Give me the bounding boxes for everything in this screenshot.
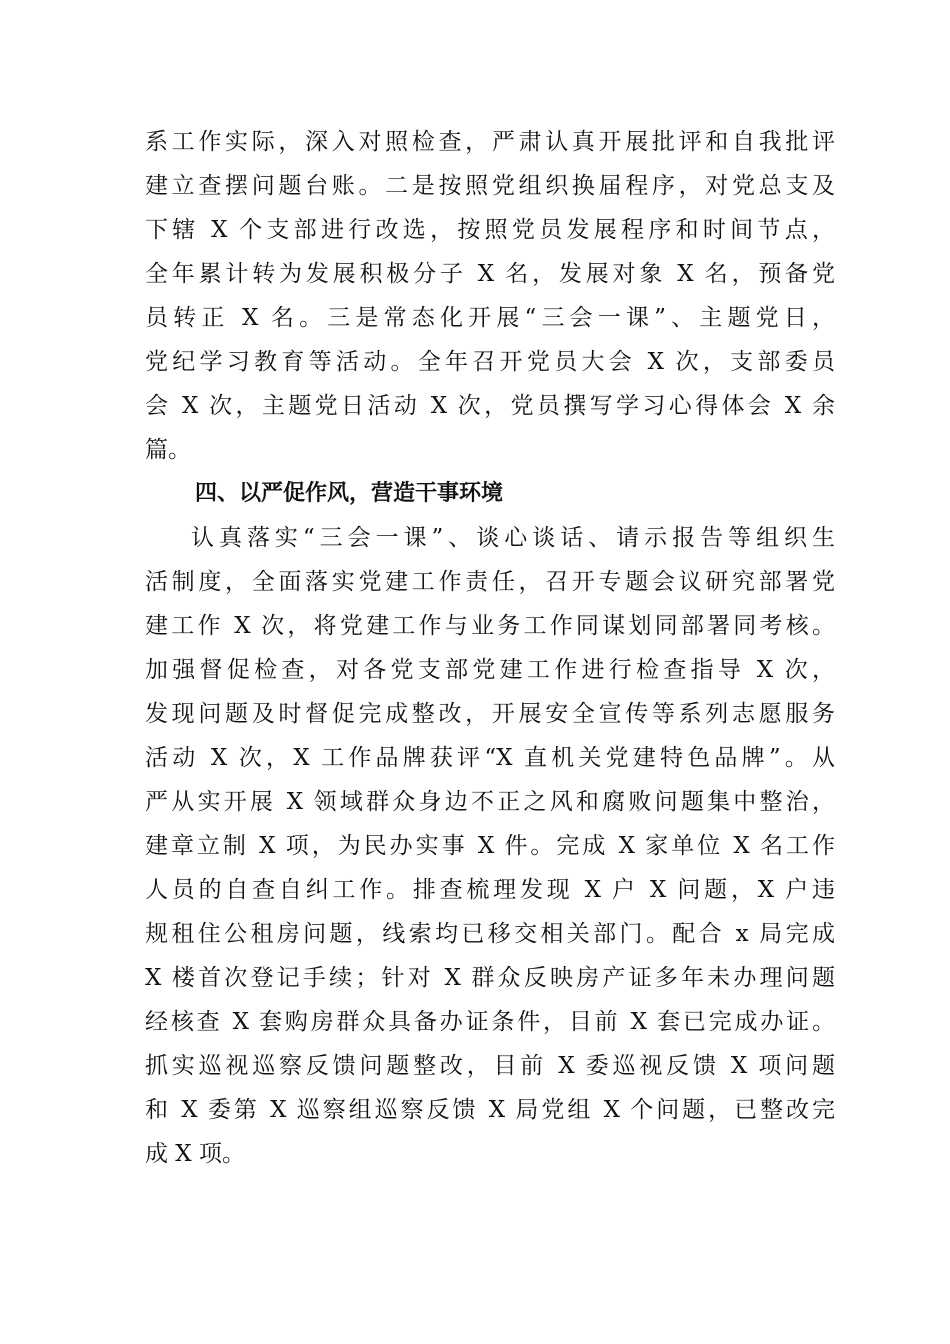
text-line: 活制度，全面落实党建工作责任，召开专题会议研究部署党 xyxy=(145,569,835,595)
text-line: 下辖 X 个支部进行改选，按照党员发展程序和时间节点， xyxy=(145,217,835,243)
text-line: 规租住公租房问题，线索均已移交相关部门。配合 x 局完成 xyxy=(145,921,835,947)
text-line: 建章立制 X 项，为民办实事 X 件。完成 X 家单位 X 名工作 xyxy=(145,833,835,859)
text-line: 篇。 xyxy=(145,437,191,463)
text-line: 建立查摆问题台账。二是按照党组织换届程序，对党总支及 xyxy=(145,173,835,199)
text-line: 经核查 X 套购房群众具备办证条件，目前 X 套已完成办证。 xyxy=(145,1009,835,1035)
document-body xyxy=(145,120,835,1176)
text-line: 发现问题及时督促完成整改，开展安全宣传等系列志愿服务 xyxy=(145,701,835,727)
text-line: 加强督促检查，对各党支部党建工作进行检查指导 X 次， xyxy=(145,657,835,683)
text-line: 认真落实“三会一课”、谈心谈话、请示报告等组织生 xyxy=(191,525,835,551)
text-line: 成 X 项。 xyxy=(145,1141,245,1167)
section-heading: 四、以严促作风，营造干事环境 xyxy=(195,481,504,506)
text-line: 抓实巡视巡察反馈问题整改，目前 X 委巡视反馈 X 项问题 xyxy=(145,1053,835,1079)
text-line: X 楼首次登记手续；针对 X 群众反映房产证多年未办理问题 xyxy=(145,965,835,991)
paragraph-2 xyxy=(145,516,835,1176)
text-line: 建工作 X 次，将党建工作与业务工作同谋划同部署同考核。 xyxy=(145,613,835,639)
text-line: 严从实开展 X 领域群众身边不正之风和腐败问题集中整治， xyxy=(145,789,835,815)
paragraph-1 xyxy=(145,120,835,472)
text-line: 全年累计转为发展积极分子 X 名，发展对象 X 名，预备党 xyxy=(145,261,835,287)
text-line: 会 X 次，主题党日活动 X 次，党员撰写学习心得体会 X 余 xyxy=(145,393,835,419)
text-line: 党纪学习教育等活动。全年召开党员大会 X 次，支部委员 xyxy=(145,349,835,375)
text-line: 人员的自查自纠工作。排查梳理发现 X 户 X 问题，X 户违 xyxy=(145,877,835,903)
text-line: 系工作实际，深入对照检查，严肃认真开展批评和自我批评 xyxy=(145,129,835,155)
text-line: 和 X 委第 X 巡察组巡察反馈 X 局党组 X 个问题，已整改完 xyxy=(145,1097,835,1123)
text-line: 员转正 X 名。三是常态化开展“三会一课”、主题党日， xyxy=(145,305,835,331)
text-line: 活动 X 次，X 工作品牌获评“X 直机关党建特色品牌”。从 xyxy=(145,745,835,771)
